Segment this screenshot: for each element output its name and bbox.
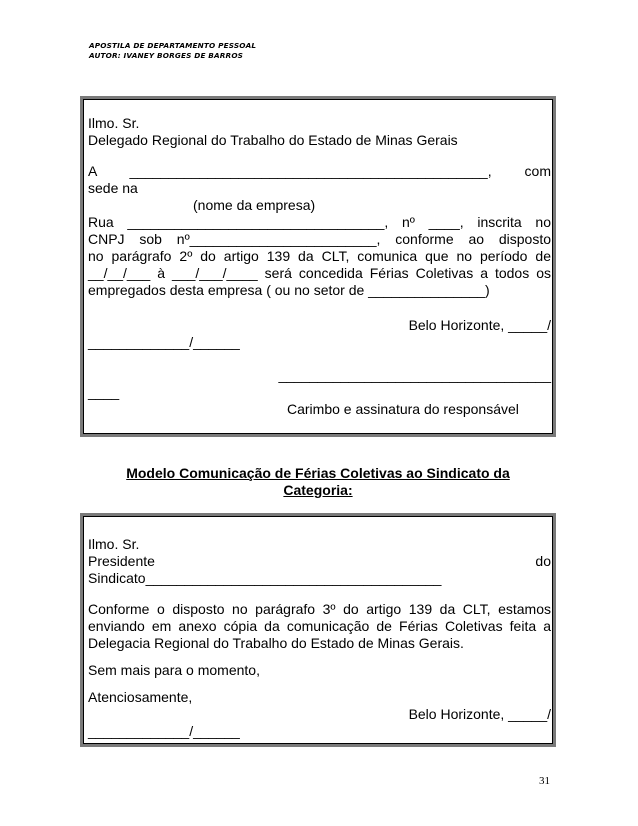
letter2-paragraph-line1: Conforme o disposto no parágrafo 3º do artigo 139 da CLT, estamos	[88, 601, 551, 617]
letter2-presidente: Presidente	[88, 553, 155, 569]
letter1-company-line: A ______________________________________________, com	[88, 163, 551, 179]
letter1-date-continuation: _____________/______	[88, 334, 240, 350]
letter1-paragraph-line: no parágrafo 2º do artigo 139 da CLT, comunica que no período de	[88, 248, 551, 264]
section-title-line1: Modelo Comunicação de Férias Coletivas ao Sindicato da	[126, 465, 510, 481]
letter1-employees-line: empregados desta empresa ( ou no setor de _______________)	[88, 282, 490, 298]
letter1-address-line: Rua _________________________________, nº ____, inscrita no	[88, 214, 551, 230]
letter1-place-date: Belo Horizonte, _____/	[408, 317, 551, 333]
letter2-place-date: Belo Horizonte, _____/	[408, 706, 551, 722]
running-header-author: AUTOR: IVANEY BORGES DE BARROS	[89, 51, 244, 60]
letter2-sindicato-line: Sindicato______________________________________	[88, 570, 442, 586]
letter2-do: do	[535, 553, 551, 569]
letter1-signature-continuation: ____	[88, 384, 120, 400]
letter1-dates-line: __/__/___ à ___/___/____ será concedida Férias Coletivas a todos os	[88, 265, 551, 281]
letter1-company-note: (nome da empresa)	[193, 197, 316, 213]
letter2-date-continuation: _____________/______	[88, 723, 240, 739]
letter1-signature-line: ___________________________________	[278, 367, 551, 383]
letter2-salutation: Ilmo. Sr.	[88, 536, 140, 552]
letter2-paragraph-line2: enviando em anexo cópia da comunicação de Férias Coletivas feita a	[88, 618, 551, 634]
running-header-title: APOSTILA DE DEPARTAMENTO PESSOAL	[89, 41, 257, 50]
letter2-closing1: Sem mais para o momento,	[88, 662, 260, 678]
letter1-sede-line: sede na	[88, 180, 138, 196]
letter1-salutation: Ilmo. Sr.	[88, 115, 140, 131]
letter1-signature-label: Carimbo e assinatura do responsável	[287, 401, 519, 417]
letter1-recipient: Delegado Regional do Trabalho do Estado de Minas Gerais	[88, 132, 458, 148]
page-number: 31	[539, 775, 550, 787]
letter1-cnpj-line: CNPJ sob nº________________________, conforme ao disposto	[88, 231, 551, 247]
letter2-closing2: Atenciosamente,	[88, 689, 193, 705]
letter2-paragraph-line3: Delegacia Regional do Trabalho do Estado de Minas Gerais.	[88, 635, 464, 651]
section-title-line2: Categoria:	[283, 482, 353, 498]
